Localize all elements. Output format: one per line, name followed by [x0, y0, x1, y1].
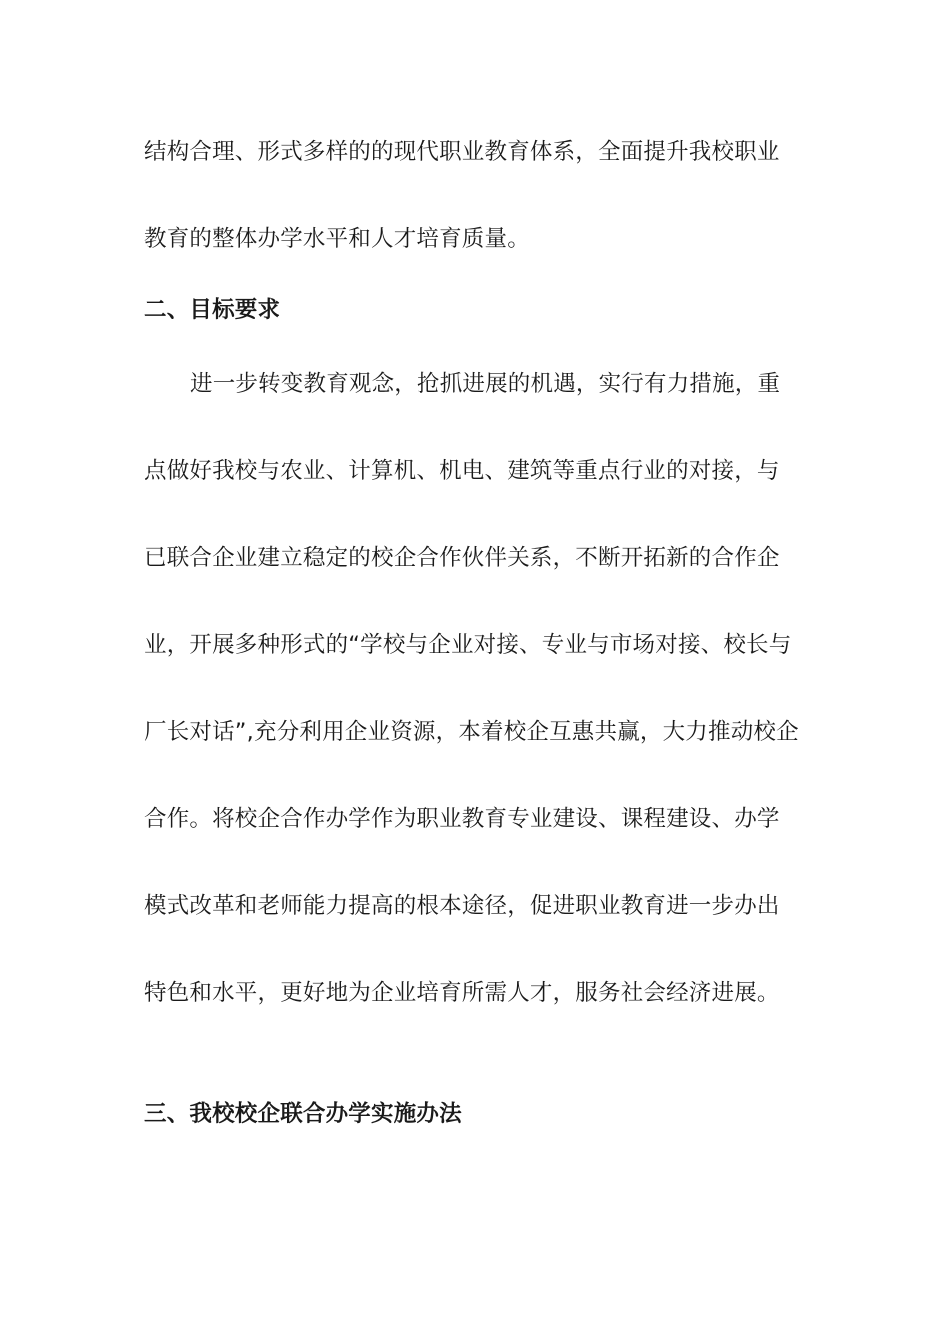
paragraph-line-7: 模式改革和老师能力提高的根本途径，促进职业教育进一步办出	[144, 893, 780, 919]
paragraph-line-1: 进一步转变教育观念，抢抓进展的机遇，实行有力措施，重	[190, 371, 781, 397]
paragraph-line-6: 合作。将校企合作办学作为职业教育专业建设、课程建设、办学	[144, 806, 780, 832]
section-heading-goals: 二、目标要求	[144, 297, 281, 323]
section-heading-implementation: 三、我校校企联合办学实施办法	[144, 1101, 462, 1127]
intro-line-2: 教育的整体办学水平和人才培育质量。	[144, 226, 530, 252]
paragraph-line-5: 厂长对话”,充分利用企业资源，本着校企互惠共赢，大力推动校企	[144, 719, 799, 745]
paragraph-line-4: 业，开展多种形式的“学校与企业对接、专业与市场对接、校长与	[144, 632, 792, 658]
paragraph-line-3: 已联合企业建立稳定的校企合作伙伴关系，不断开拓新的合作企	[144, 545, 780, 571]
intro-line-1: 结构合理、形式多样的的现代职业教育体系，全面提升我校职业	[144, 139, 780, 165]
paragraph-line-8: 特色和水平，更好地为企业培育所需人才，服务社会经济进展。	[144, 980, 780, 1006]
paragraph-line-2: 点做好我校与农业、计算机、机电、建筑等重点行业的对接，与	[144, 458, 780, 484]
